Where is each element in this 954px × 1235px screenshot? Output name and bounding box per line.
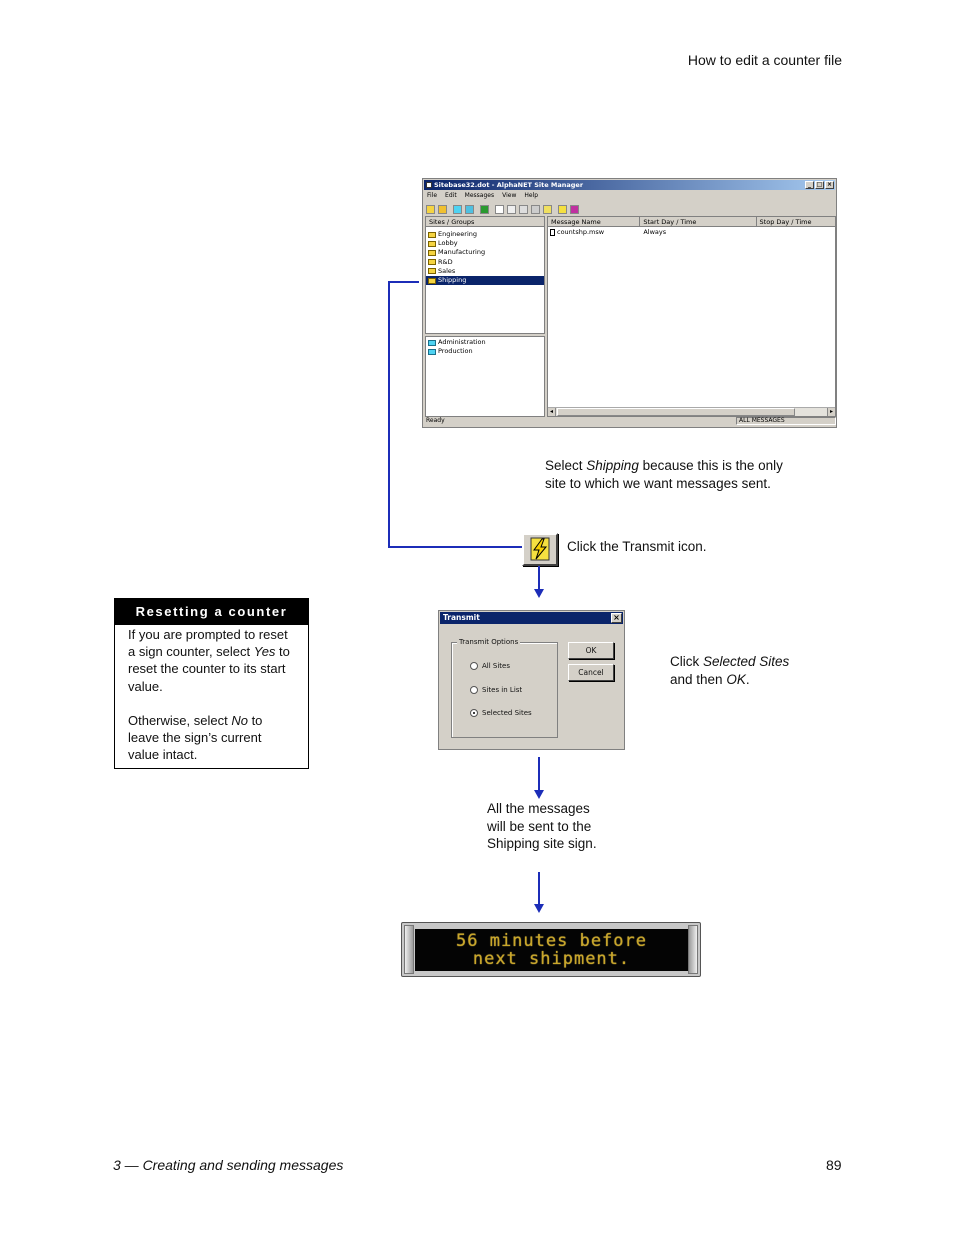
arrow-head-3 xyxy=(534,904,544,913)
transmit-icon[interactable] xyxy=(522,533,558,566)
horizontal-scrollbar[interactable] xyxy=(548,407,835,416)
sign-display xyxy=(415,929,688,971)
menu-file[interactable]: File xyxy=(427,192,438,199)
close-button[interactable]: × xyxy=(826,181,833,188)
site-manager-window xyxy=(422,178,837,428)
radio-selected-icon xyxy=(470,709,478,717)
footer-chapter: 3 — Creating and sending messages xyxy=(113,1157,344,1173)
row-start: Always xyxy=(643,228,667,236)
new-folder-icon[interactable] xyxy=(426,205,435,214)
caption-click-selected-sites: Click Selected Sites and then OK. xyxy=(670,654,790,687)
caption-click-transmit: Click the Transmit icon. xyxy=(567,539,707,554)
transmit-options-group xyxy=(451,638,558,738)
site-lobby[interactable]: Lobby xyxy=(426,239,544,248)
folder-icon xyxy=(428,268,436,274)
page-header: How to edit a counter file xyxy=(687,52,842,68)
dialog-title: Transmit × xyxy=(440,612,623,624)
column-start[interactable]: Start Day / Time xyxy=(640,217,756,226)
menu-help[interactable]: Help xyxy=(524,192,539,199)
caption-all-messages: All the messages will be sent to the Shipping site sign. xyxy=(487,801,597,851)
site-manufacturing[interactable]: Manufacturing xyxy=(426,248,544,257)
radio-icon xyxy=(470,686,478,694)
folder-icon xyxy=(428,259,436,265)
arrow-line-3 xyxy=(538,872,540,905)
column-message-name[interactable]: Message Name xyxy=(548,217,640,226)
window-title: Sitebase32.dot - AlphaNET Site Manager xyxy=(434,181,584,189)
groups-pane xyxy=(425,336,545,417)
dialog-close-button[interactable]: × xyxy=(611,613,622,623)
caption-select-shipping: Select Shipping because this is the only site to which we want messages sent. xyxy=(545,458,783,491)
sidebar-paragraph-2: Otherwise, select No to leave the sign’s current value intact. xyxy=(128,712,263,763)
scroll-left-arrow[interactable]: ◂ xyxy=(548,408,556,416)
site-manager-titlebar xyxy=(424,180,835,190)
help-icon[interactable] xyxy=(570,205,579,214)
paste-icon[interactable] xyxy=(531,205,540,214)
table-row[interactable]: countshp.msw Always xyxy=(548,227,835,237)
status-cell: ALL MESSAGES xyxy=(736,417,836,425)
column-stop[interactable]: Stop Day / Time xyxy=(759,218,812,226)
radio-sites-in-list[interactable]: Sites in List xyxy=(470,686,522,694)
messages-columns xyxy=(548,217,835,227)
group-production[interactable]: Production xyxy=(426,347,544,356)
page-number: 89 xyxy=(826,1157,842,1173)
arrow-line-1 xyxy=(538,566,540,590)
status-text: Ready xyxy=(426,417,445,424)
open-group-icon[interactable] xyxy=(465,205,474,214)
new-message-icon[interactable] xyxy=(495,205,504,214)
messages-pane xyxy=(547,216,836,417)
sign-end-cap-left xyxy=(404,925,414,974)
menu-bar xyxy=(427,191,538,201)
sidebar-title: Resetting a counter xyxy=(115,599,308,625)
site-sales[interactable]: Sales xyxy=(426,267,544,276)
folder-icon xyxy=(428,241,436,247)
arrow-head-2 xyxy=(534,790,544,799)
sidebar-paragraph-1: If you are prompted to reset a sign counter, select Yes to reset the counter to its start value. xyxy=(128,627,290,694)
sites-pane xyxy=(425,216,545,334)
folder-icon xyxy=(428,278,436,284)
menu-edit[interactable]: Edit xyxy=(445,192,457,199)
pencil-icon[interactable] xyxy=(543,205,552,214)
database-icon[interactable] xyxy=(480,205,489,214)
menu-view[interactable]: View xyxy=(502,192,517,199)
scroll-thumb[interactable] xyxy=(557,408,795,416)
app-icon xyxy=(426,182,432,188)
menu-messages[interactable]: Messages xyxy=(464,192,495,199)
file-icon xyxy=(550,229,555,236)
sign-end-cap-right xyxy=(688,925,698,974)
connector-line-vertical xyxy=(388,281,390,547)
group-folder-icon xyxy=(428,340,436,346)
transmit-dialog xyxy=(438,610,625,750)
folder-icon xyxy=(428,250,436,256)
led-sign xyxy=(401,922,701,977)
cancel-button[interactable]: Cancel xyxy=(568,664,614,681)
group-label: Transmit Options xyxy=(459,638,519,646)
folder-icon xyxy=(428,232,436,238)
open-folder-icon[interactable] xyxy=(438,205,447,214)
radio-icon xyxy=(470,662,478,670)
site-shipping[interactable]: Shipping xyxy=(426,276,544,285)
row-stop xyxy=(757,227,835,237)
group-administration[interactable]: Administration xyxy=(426,338,544,347)
new-group-icon[interactable] xyxy=(453,205,462,214)
maximize-button[interactable]: □ xyxy=(816,181,823,188)
arrow-head-1 xyxy=(534,589,544,598)
group-folder-icon xyxy=(428,349,436,355)
connector-line-top xyxy=(388,281,419,283)
sign-line-2: next shipment. xyxy=(472,949,631,969)
site-engineering[interactable]: Engineering xyxy=(426,230,544,239)
status-bar xyxy=(424,416,835,426)
ok-button[interactable]: OK xyxy=(568,642,614,659)
arrow-line-2 xyxy=(538,757,540,791)
transmit-small-icon[interactable] xyxy=(558,205,567,214)
radio-all-sites[interactable]: All Sites xyxy=(470,662,510,670)
toolbar xyxy=(426,203,579,215)
lightning-icon xyxy=(524,535,556,564)
sites-header: Sites / Groups xyxy=(426,217,544,227)
site-rd[interactable]: R&D xyxy=(426,258,544,267)
sign-line-1: 56 minutes before xyxy=(456,931,647,951)
sidebar-resetting-counter xyxy=(114,598,309,769)
radio-selected-sites[interactable]: Selected Sites xyxy=(470,709,532,717)
edit-message-icon[interactable] xyxy=(507,205,516,214)
scroll-right-arrow[interactable]: ▸ xyxy=(827,408,835,416)
connector-line-bottom xyxy=(388,546,522,548)
copy-icon[interactable] xyxy=(519,205,528,214)
minimize-button[interactable]: _ xyxy=(805,181,814,189)
